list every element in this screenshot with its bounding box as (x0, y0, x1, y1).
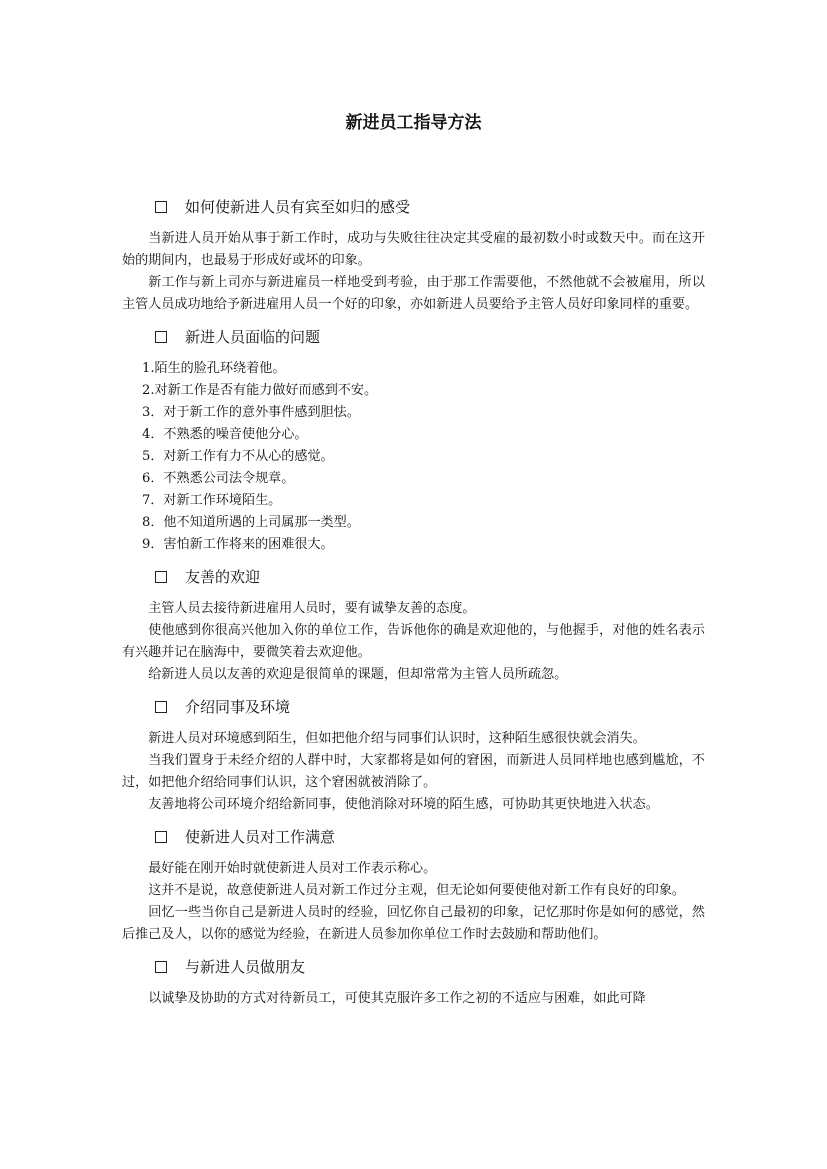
document-body (122, 196, 705, 1020)
checkbox-bullet-icon (155, 331, 167, 343)
paragraph: 新工作与新上司亦与新进雇员一样地受到考验，由于那工作需要他，不然他就不会被雇用，所以主管人员成功地给予新进雇用人员一个好的印象，亦如新进人员要给予主管人员好印象同样的重要。 (122, 275, 705, 312)
checkbox-bullet-icon (155, 701, 167, 713)
checkbox-bullet-icon (155, 571, 167, 583)
section-heading (122, 326, 705, 348)
section-heading (122, 956, 705, 978)
section-heading (122, 566, 705, 588)
section-newcomer-problems (122, 326, 705, 556)
paragraph: 以诚挚及协助的方式对待新员工，可使其克服许多工作之初的不适应与困难，如此可降 (148, 991, 646, 1006)
section-heading-text: 使新进人员对工作满意 (185, 828, 336, 846)
paragraph: 友善地将公司环境介绍给新同事，使他消除对环境的陌生感，可协助其更快地进入状态。 (148, 797, 659, 812)
checkbox-bullet-icon (155, 961, 167, 973)
paragraph: 给新进人员以友善的欢迎是很简单的课题，但却常常为主管人员所疏忽。 (148, 667, 568, 682)
paragraph: 新进人员对环境感到陌生，但如把他介绍与同事们认识时，这种陌生感很快就会消失。 (148, 731, 646, 746)
section-heading (122, 826, 705, 848)
section-befriend-newcomers (122, 956, 705, 1010)
section-friendly-welcome (122, 566, 705, 686)
list-item: 1.陌生的脸孔环绕着他。 (142, 361, 286, 376)
paragraph: 最好能在刚开始时就使新进人员对工作表示称心。 (148, 861, 437, 876)
section-heading-text: 新进人员面临的问题 (185, 328, 321, 346)
section-heading-text: 介绍同事及环境 (185, 698, 291, 716)
paragraph: 当新进人员开始从事于新工作时，成功与失败往往决定其受雇的最初数小时或数天中。而在这开始的期间内，也最易于形成好或坏的印象。 (122, 231, 705, 268)
list-item: 3．对于新工作的意外事件感到胆怯。 (142, 405, 360, 420)
section-heading-text: 友善的欢迎 (185, 568, 261, 586)
paragraph: 回忆一些当你自己是新进人员时的经验，回忆你自己最初的印象，记忆那时你是如何的感觉，然后推己及人，以你的感觉为经验，在新进人员参加你单位工作时去鼓励和帮助他们。 (122, 905, 705, 942)
checkbox-bullet-icon (155, 831, 167, 843)
paragraph: 主管人员去接待新进雇用人员时，要有诚挚友善的态度。 (148, 601, 476, 616)
section-job-satisfaction (122, 826, 705, 946)
document-title: 新进员工指导方法 (345, 113, 482, 133)
list-item: 2.对新工作是否有能力做好而感到不安。 (142, 383, 378, 398)
list-item: 4．不熟悉的噪音使他分心。 (142, 427, 308, 442)
list-item: 9．害怕新工作将来的困难很大。 (142, 537, 334, 552)
checkbox-bullet-icon (155, 201, 167, 213)
list-item: 8．他不知道所遇的上司属那一类型。 (142, 515, 360, 530)
section-welcome-feeling (122, 196, 705, 316)
list-item: 5．对新工作有力不从心的感觉。 (142, 449, 334, 464)
paragraph: 当我们置身于未经介绍的人群中时，大家都将是如何的窘困，而新进人员同样地也感到尴尬，不过，如把他介绍给同事们认识，这个窘困就被消除了。 (122, 753, 705, 790)
section-heading (122, 196, 705, 218)
section-introduce-colleagues (122, 696, 705, 816)
section-heading-text: 与新进人员做朋友 (185, 958, 306, 976)
list-item: 7．对新工作环境陌生。 (142, 493, 282, 508)
section-heading-text: 如何使新进人员有宾至如归的感受 (185, 198, 411, 216)
paragraph: 这并不是说，故意使新进人员对新工作过分主观，但无论如何要使他对新工作有良好的印象。 (148, 883, 686, 898)
section-heading (122, 696, 705, 718)
paragraph: 使他感到你很高兴他加入你的单位工作，告诉他你的确是欢迎他的，与他握手，对他的姓名表示有兴趣并记在脑海中，要微笑着去欢迎他。 (122, 623, 705, 660)
list-item: 6．不熟悉公司法令规章。 (142, 471, 295, 486)
